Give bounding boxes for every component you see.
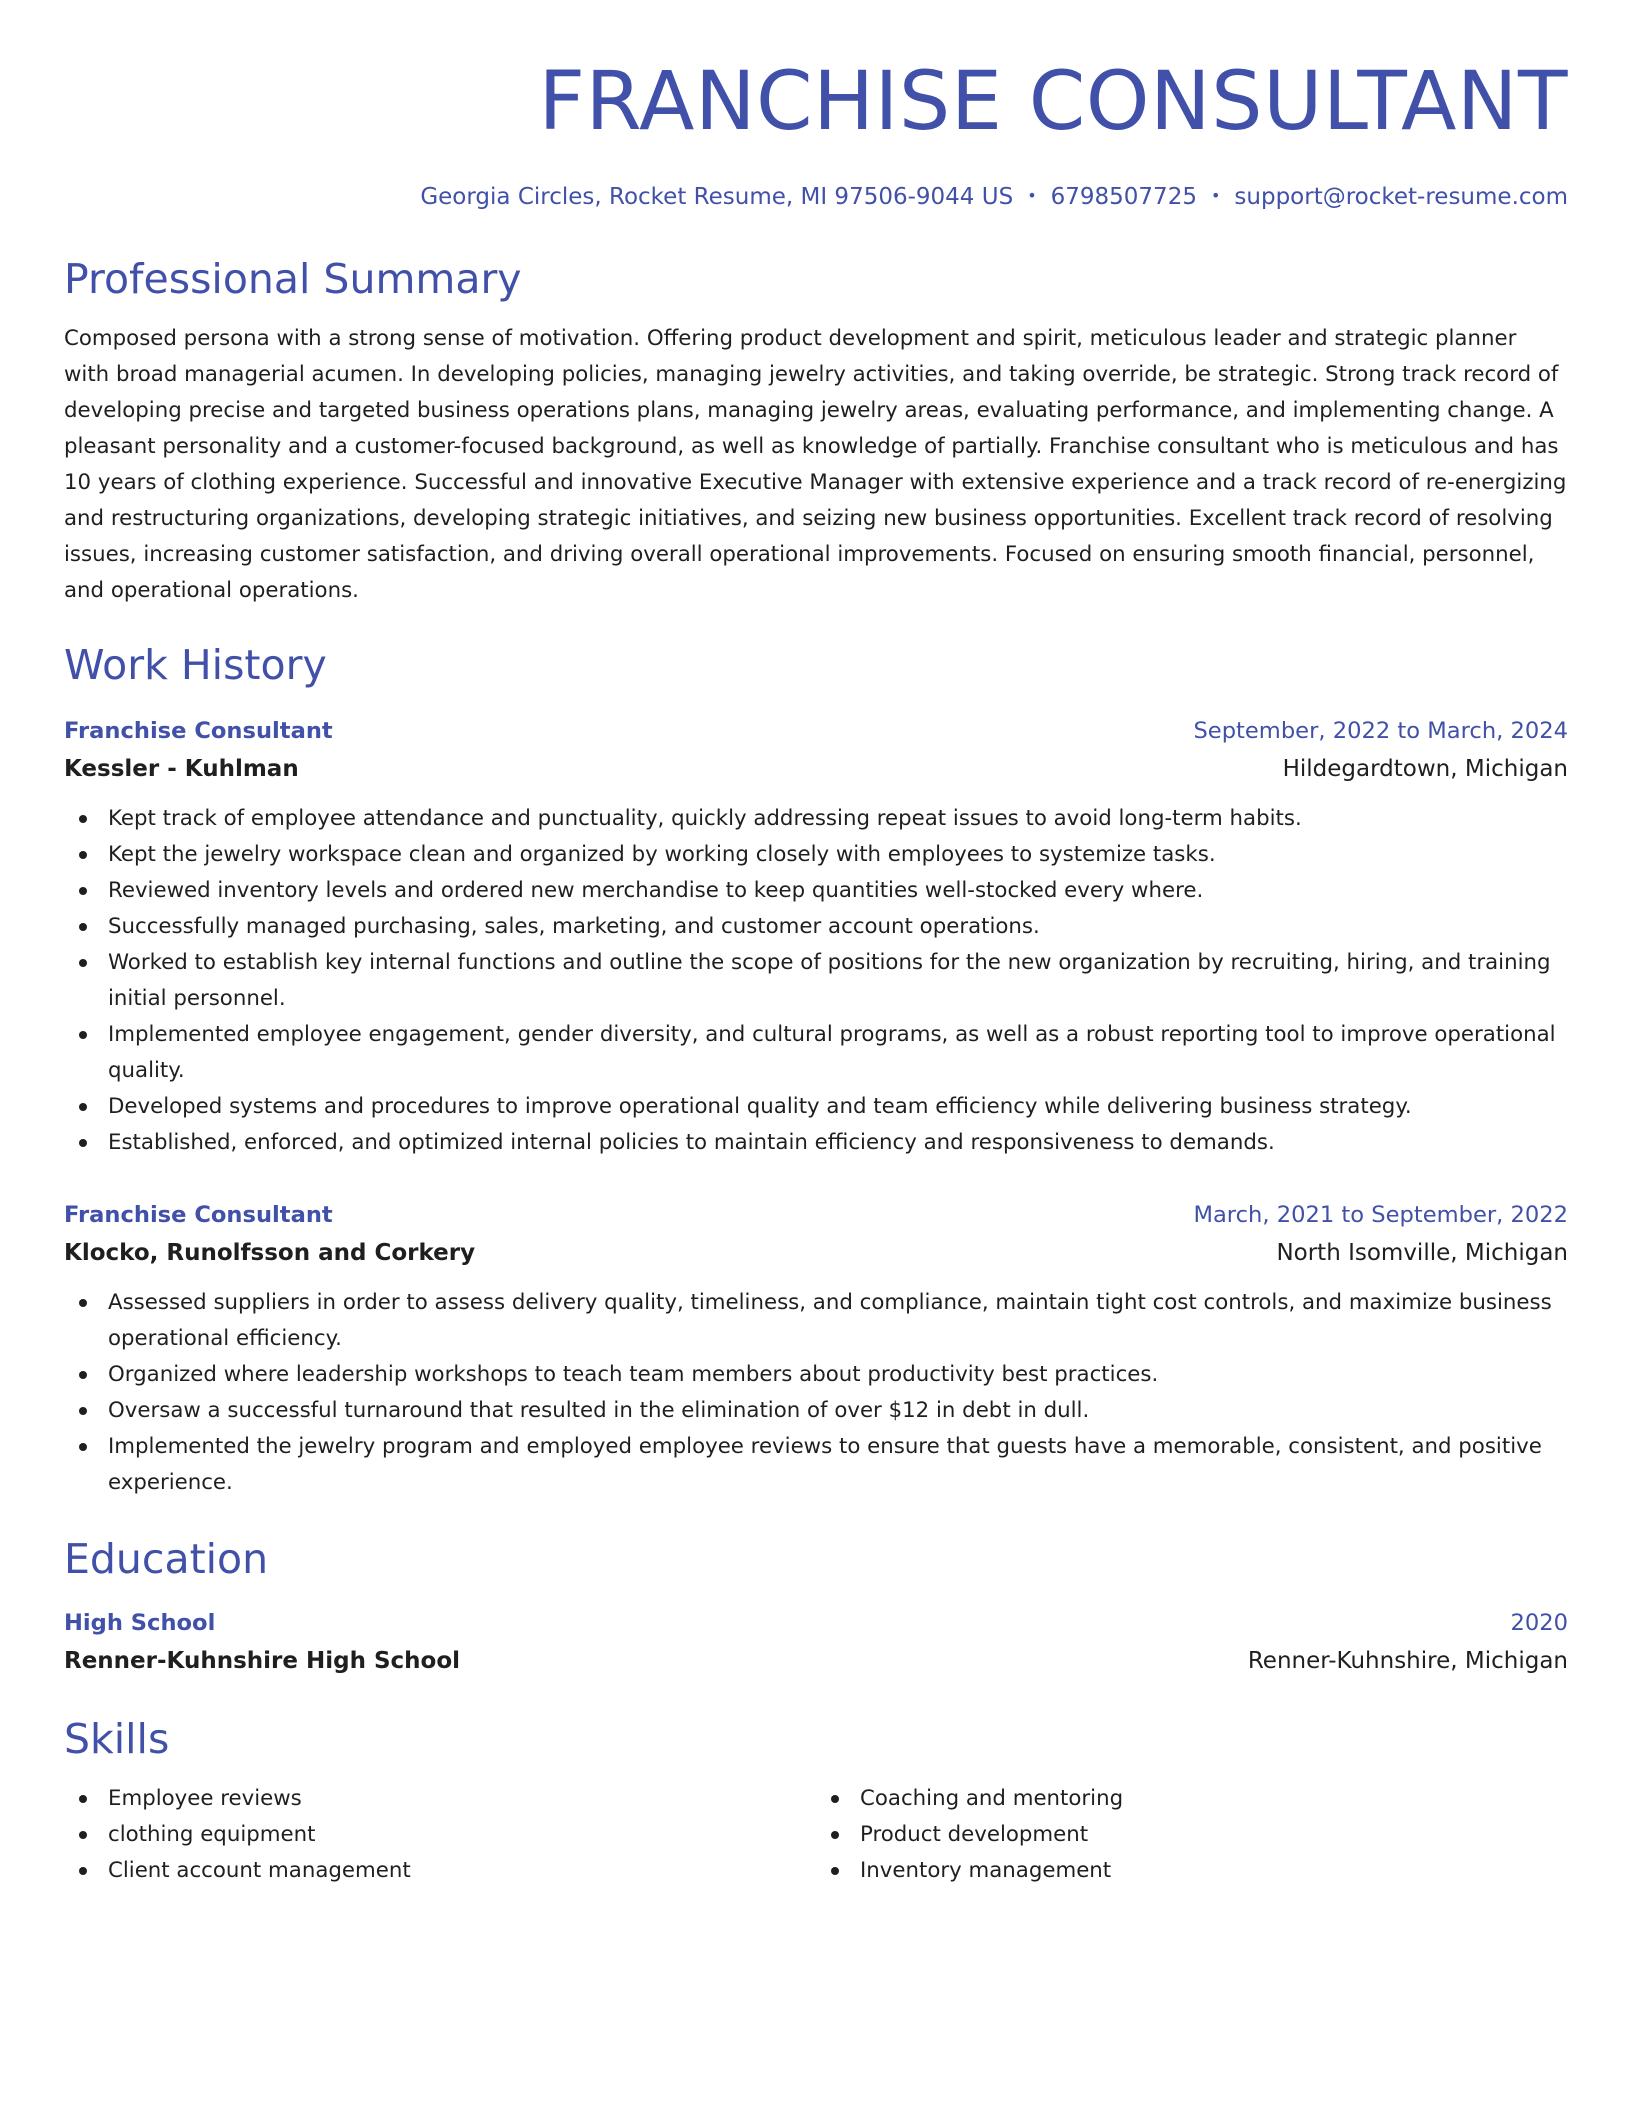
job-location: North Isomville, Michigan [1276,1239,1568,1266]
job-bullet: Reviewed inventory levels and ordered new merchandise to keep quantities well-stocked every where. [64,873,1568,909]
skill-item: Inventory management [816,1853,1568,1889]
contact-separator: • [1027,185,1037,205]
job-bullet: Kept the jewelry workspace clean and organized by working closely with employees to systemize tasks. [64,837,1568,873]
job-employer: Klocko, Runolfsson and Corkery [64,1239,476,1266]
work-history-heading: Work History [64,640,327,689]
education-degree: High School [64,1609,216,1636]
work-history-section [64,637,1568,1501]
job-bullet: Implemented the jewelry program and employed employee reviews to ensure that guests have a memorable, consistent, and positive experience. [64,1429,1568,1501]
education-year: 2020 [1510,1609,1568,1636]
education-section [64,1531,1568,1681]
skill-item: clothing equipment [64,1817,816,1853]
summary-text: Composed persona with a strong sense of motivation. Offering product development and spirit, meticulous leader and strategic planner with broad managerial acumen. In developing policies, managing jewelry activities, and taking override, be strategic. Strong track record of developing precise and targeted business operations plans, managing jewelry areas, evaluating performance, and implementing change. A pleasant personality and a customer-focused background, as well as knowledge of partially. Franchise consultant who is meticulous and has 10 years of clothing experience. Successful and innovative Executive Manager with extensive experience and a track record of re-energizing and restructuring organizations, developing strategic initiatives, and seizing new business opportunities. Excellent track record of resolving issues, increasing customer satisfaction, and driving overall operational improvements. Focused on ensuring smooth financial, personnel, and operational operations. [64,325,1567,603]
skills-grid [64,1781,1568,1889]
skills-heading: Skills [64,1714,170,1763]
resume-header [64,52,1568,215]
job-bullet: Organized where leadership workshops to teach team members about productivity best practices. [64,1357,1568,1393]
job-bullet: Oversaw a successful turnaround that resulted in the elimination of over $12 in debt in dull. [64,1393,1568,1429]
education-location: Renner-Kuhnshire, Michigan [1247,1647,1568,1674]
job-entry [64,713,1568,1161]
education-heading: Education [64,1534,269,1583]
job-location: Hildegardtown, Michigan [1282,755,1568,782]
candidate-name: FRANCHISE CONSULTANT [538,55,1568,149]
job-bullet-list [64,1285,1568,1501]
job-bullet-list [64,801,1568,1161]
contact-phone: 6798507725 [1050,184,1197,210]
job-employer: Kessler - Kuhlman [64,755,299,782]
job-dates: September, 2022 to March, 2024 [1193,717,1568,744]
skills-column-right [816,1781,1568,1889]
job-title: Franchise Consultant [64,1201,333,1228]
summary-heading: Professional Summary [64,254,522,303]
job-bullet: Kept track of employee attendance and punctuality, quickly addressing repeat issues to avoid long-term habits. [64,801,1568,837]
contact-email: support@rocket-resume.com [1234,184,1568,210]
skills-section [64,1711,1568,1889]
job-entry [64,1197,1568,1501]
job-bullet: Successfully managed purchasing, sales, marketing, and customer account operations. [64,909,1568,945]
job-bullet: Assessed suppliers in order to assess delivery quality, timeliness, and compliance, maintain tight cost controls, and maximize business operational efficiency. [64,1285,1568,1357]
summary-section [64,251,1568,609]
job-bullet: Worked to establish key internal functions and outline the scope of positions for the new organization by recruiting, hiring, and training initial personnel. [64,945,1568,1017]
education-entry [64,1605,1568,1681]
contact-address: Georgia Circles, Rocket Resume, MI 97506-9044 US [420,184,1014,210]
job-bullet: Developed systems and procedures to improve operational quality and team efficiency while delivering business strategy. [64,1089,1568,1125]
job-bullet: Established, enforced, and optimized internal policies to maintain efficiency and responsiveness to demands. [64,1125,1568,1161]
job-dates: March, 2021 to September, 2022 [1193,1201,1568,1228]
education-school: Renner-Kuhnshire High School [64,1647,461,1674]
skill-item: Coaching and mentoring [816,1781,1568,1817]
skill-item: Employee reviews [64,1781,816,1817]
skill-item: Client account management [64,1853,816,1889]
contact-line [64,180,1568,215]
job-bullet: Implemented employee engagement, gender diversity, and cultural programs, as well as a robust reporting tool to improve operational quality. [64,1017,1568,1089]
contact-separator: • [1210,185,1221,205]
job-title: Franchise Consultant [64,717,333,744]
skill-item: Product development [816,1817,1568,1853]
skills-column-left [64,1781,816,1889]
